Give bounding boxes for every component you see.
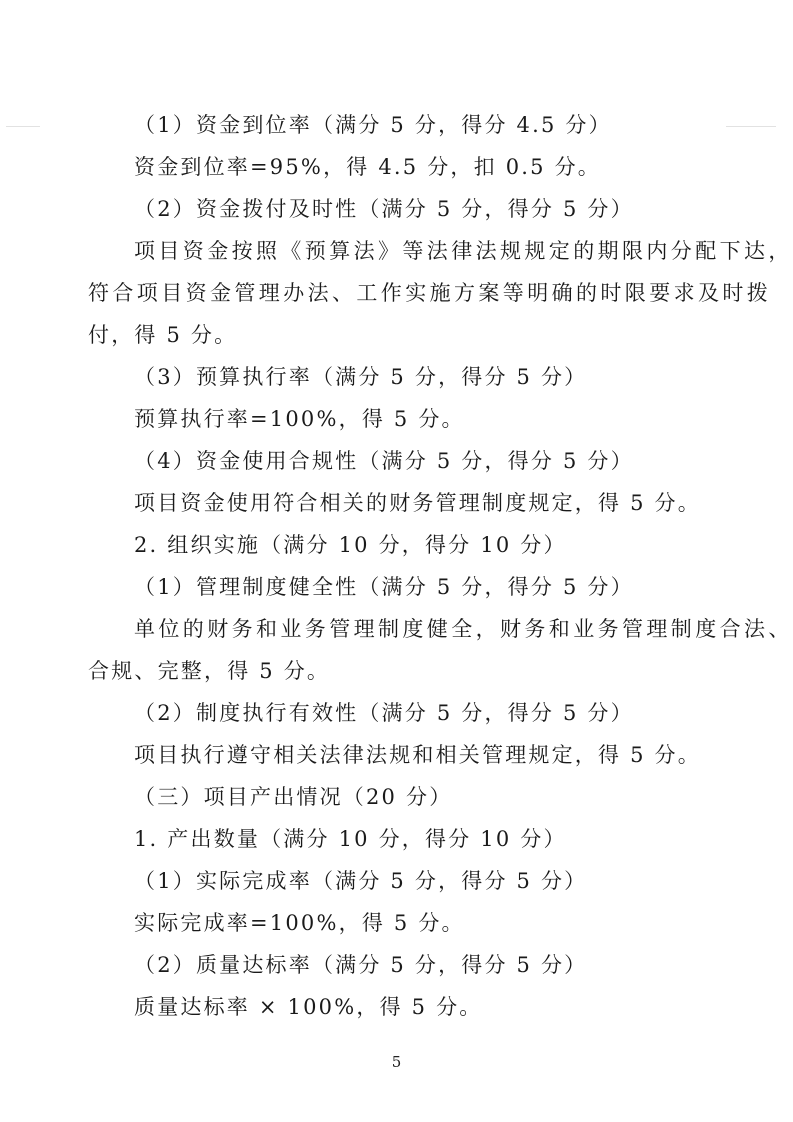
paragraph-fund-use-compliance: 项目资金使用符合相关的财务管理制度规定，得 5 分。	[134, 491, 701, 515]
scan-mark-right	[726, 126, 776, 127]
heading-organization-implementation: 2. 组织实施（满分 10 分，得分 10 分）	[134, 533, 567, 557]
paragraph-budget-execution-rate: 预算执行率=100%，得 5 分。	[134, 407, 465, 431]
page-number: 5	[391, 1053, 402, 1071]
paragraph-disbursement-line-1: 项目资金按照《预算法》等法律法规规定的期限内分配下达，	[134, 239, 793, 263]
heading-budget-execution-rate: （3）预算执行率（满分 5 分，得分 5 分）	[134, 365, 588, 389]
heading-funding-in-place-rate: （1）资金到位率（满分 5 分，得分 4.5 分）	[134, 113, 612, 137]
paragraph-funding-in-place-rate: 资金到位率=95%，得 4.5 分，扣 0.5 分。	[134, 155, 601, 179]
heading-actual-completion-rate: （1）实际完成率（满分 5 分，得分 5 分）	[134, 869, 588, 893]
heading-project-output: （三）项目产出情况（20 分）	[134, 785, 453, 809]
paragraph-quality-compliance-rate: 质量达标率 × 100%，得 5 分。	[134, 995, 483, 1019]
heading-system-execution-effectiveness: （2）制度执行有效性（满分 5 分，得分 5 分）	[134, 701, 634, 725]
paragraph-actual-completion-rate: 实际完成率=100%，得 5 分。	[134, 911, 465, 935]
heading-fund-use-compliance: （4）资金使用合规性（满分 5 分，得分 5 分）	[134, 449, 634, 473]
scan-mark-left	[6, 126, 40, 127]
paragraph-management-system-line-2: 合规、完整，得 5 分。	[88, 659, 331, 683]
paragraph-management-system-line-1: 单位的财务和业务管理制度健全，财务和业务管理制度合法、	[134, 617, 793, 641]
paragraph-disbursement-line-3: 付，得 5 分。	[88, 323, 238, 347]
heading-management-system-soundness: （1）管理制度健全性（满分 5 分，得分 5 分）	[134, 575, 634, 599]
heading-quality-compliance-rate: （2）质量达标率（满分 5 分，得分 5 分）	[134, 953, 588, 977]
paragraph-system-execution-effectiveness: 项目执行遵守相关法律法规和相关管理规定，得 5 分。	[134, 743, 701, 767]
heading-disbursement-timeliness: （2）资金拨付及时性（满分 5 分，得分 5 分）	[134, 197, 634, 221]
heading-output-quantity: 1. 产出数量（满分 10 分，得分 10 分）	[134, 827, 567, 851]
paragraph-disbursement-line-2: 符合项目资金管理办法、工作实施方案等明确的时限要求及时拨	[88, 281, 772, 305]
